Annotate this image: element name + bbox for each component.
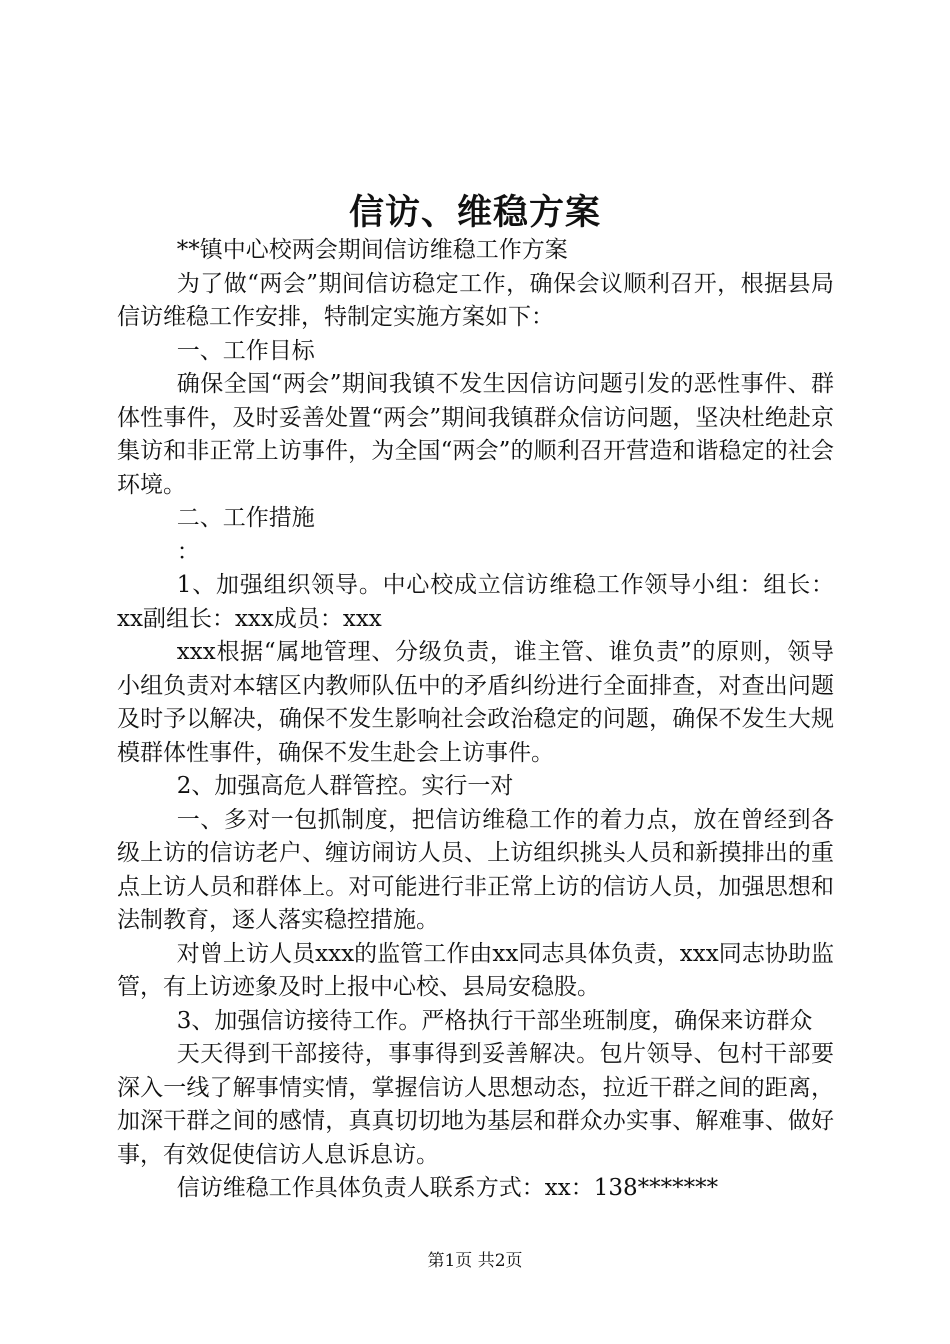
paragraph-goals: 确保全国“两会”期间我镇不发生因信访问题引发的恶性事件、群体性事件，及时妥善处置“两会”期间我镇群众信访问题，坚决杜绝赴京集访和非正常上访事件，为全国“两会”的顺利召开营造和谐稳定的社会环境。: [117, 371, 834, 498]
page-number: 第1页 共2页: [427, 1251, 523, 1271]
paragraph-subtitle: **镇中心校两会期间信访维稳工作方案: [176, 237, 568, 263]
paragraph-measure-3-detail: 天天得到干部接待，事事得到妥善解决。包片领导、包村干部要深入一线了解事情实情，掌握信访人思想动态，拉近干群之间的距离，加深干群之间的感情，真真切切地为基层和群众办实事、解难事、做好事，有效促使信访人息诉息访。: [117, 1041, 834, 1168]
paragraph-measure-1: 1、加强组织领导。中心校成立信访维稳工作领导小组：组长：xx副组长：xxx成员：xxx: [117, 572, 834, 632]
document-body: [117, 234, 834, 1206]
paragraph-colon: ：: [176, 538, 200, 565]
document-title: 信访、维稳方案: [348, 192, 601, 233]
paragraph-intro: 为了做“两会”期间信访稳定工作，确保会议顺利召开，根据县局信访维稳工作安排，特制定实施方案如下：: [117, 270, 834, 330]
paragraph-measure-2-detail: 一、多对一包抓制度，把信访维稳工作的着力点，放在曾经到各级上访的信访老户、缠访闹访人员、上访组织挑头人员和新摸排出的重点上访人员和群体上。对可能进行非正常上访的信访人员，加强思想和法制教育，逐人落实稳控措施。: [117, 806, 834, 933]
section-heading-goals: 一、工作目标: [176, 337, 315, 364]
paragraph-measure-1-detail: xxx根据“属地管理、分级负责，谁主管、谁负责”的原则，领导小组负责对本辖区内教师队伍中的矛盾纠纷进行全面排查，对查出问题及时予以解决，确保不发生影响社会政治稳定的问题，确保不发生大规模群体性事件，确保不发生赴会上访事件。: [117, 639, 834, 766]
paragraph-measure-3: 3、加强信访接待工作。严格执行干部坐班制度，确保来访群众: [176, 1007, 813, 1034]
section-heading-measures: 二、工作措施: [176, 505, 315, 531]
paragraph-measure-2: 2、加强高危人群管控。实行一对: [176, 773, 514, 799]
paragraph-contact: 信访维稳工作具体负责人联系方式：xx：138*******: [176, 1175, 719, 1201]
paragraph-supervision: 对曾上访人员xxx的监管工作由xx同志具体负责，xxx同志协助监管，有上访迹象及时上报中心校、县局安稳股。: [117, 940, 834, 1000]
